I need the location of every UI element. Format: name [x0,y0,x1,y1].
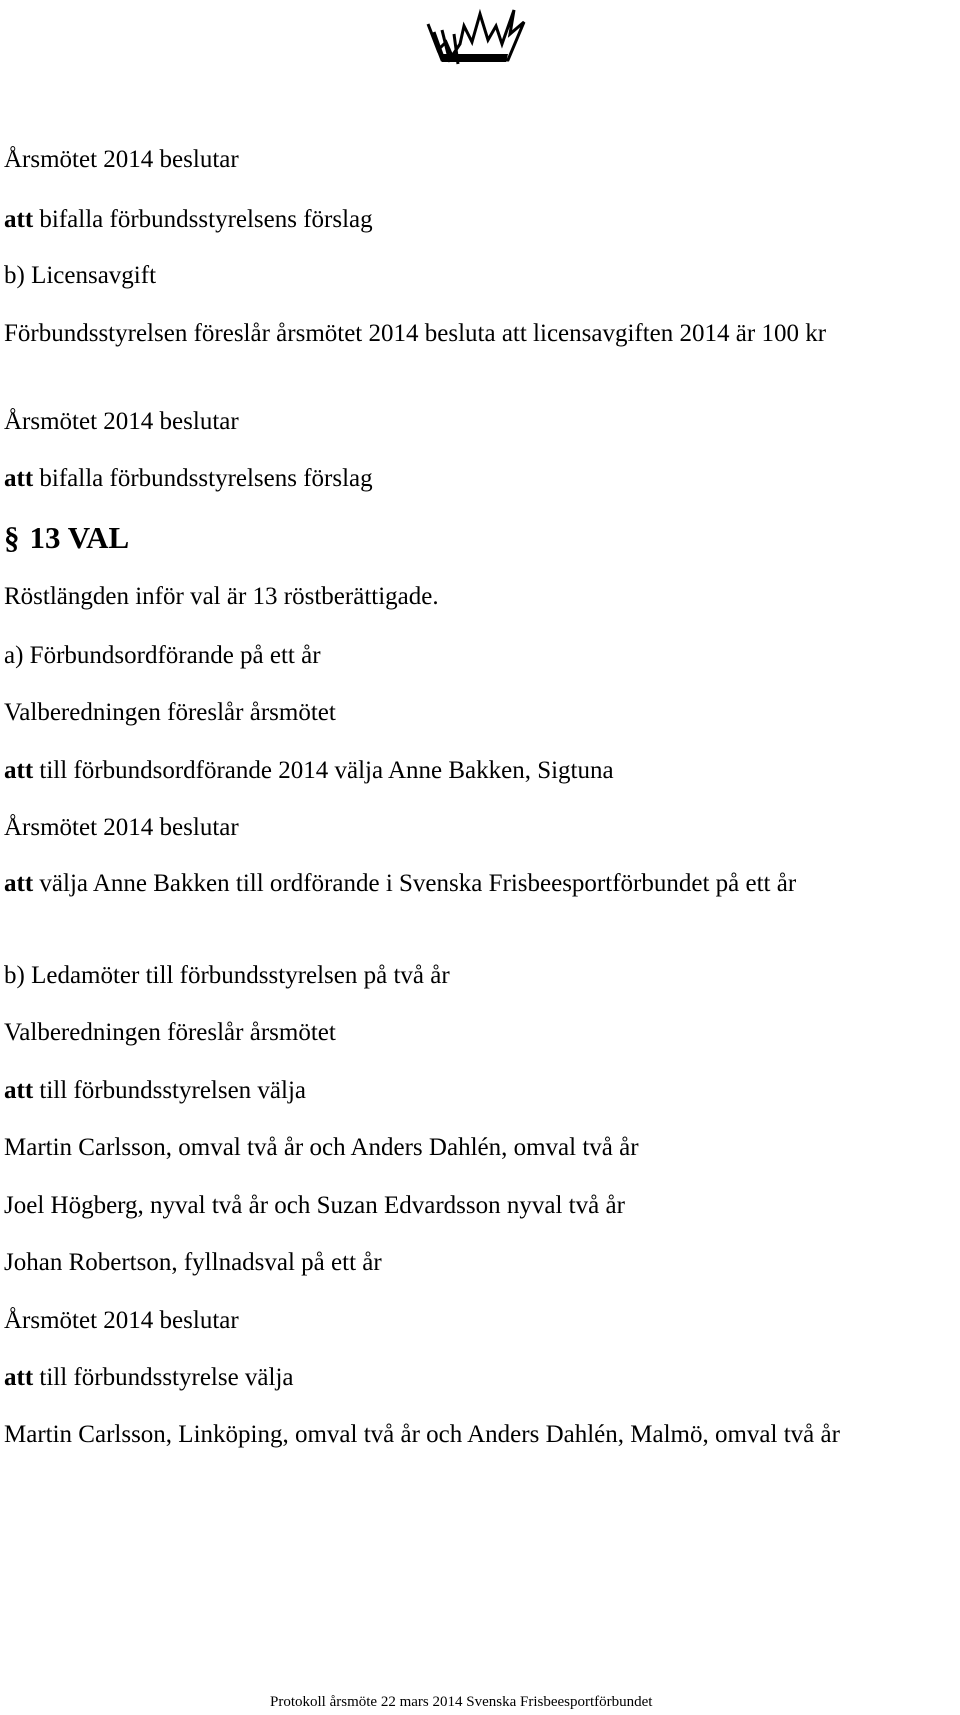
paragraph: b) Ledamöter till förbundsstyrelsen på två år [4,962,450,989]
paragraph: att till förbundsstyrelse välja [4,1364,294,1391]
paragraph: att till förbundsstyrelsen välja [4,1077,307,1104]
paragraph: Röstlängden inför val är 13 röstberättigade. [4,583,439,610]
page-footer: Protokoll årsmöte 22 mars 2014 Svenska Frisbeesportförbundet [270,1694,653,1710]
paragraph: b) Licensavgift [4,262,157,289]
paragraph: Förbundsstyrelsen föreslår årsmötet 2014 besluta att licensavgiften 2014 är 100 kr [4,320,827,347]
paragraph: Valberedningen föreslår årsmötet [4,1019,336,1046]
paragraph: Årsmötet 2014 beslutar [4,1307,239,1334]
paragraph: Årsmötet 2014 beslutar [4,814,239,841]
paragraph: Årsmötet 2014 beslutar [4,408,239,435]
paragraph: Valberedningen föreslår årsmötet [4,699,336,726]
crown-logo-icon [424,4,528,70]
paragraph: a) Förbundsordförande på ett år [4,642,321,669]
paragraph: Martin Carlsson, omval två år och Anders Dahlén, omval två år [4,1134,639,1161]
paragraph: att välja Anne Bakken till ordförande i Svenska Frisbeesportförbundet på ett år [4,870,797,897]
paragraph: att bifalla förbundsstyrelsens förslag [4,206,373,233]
section-sign: § [4,520,20,555]
section-title: 13 VAL [29,520,130,555]
paragraph: Joel Högberg, nyval två år och Suzan Edvardsson nyval två år [4,1192,625,1219]
paragraph: att till förbundsordförande 2014 välja Anne Bakken, Sigtuna [4,757,614,784]
paragraph: Årsmötet 2014 beslutar [4,146,239,173]
paragraph: Martin Carlsson, Linköping, omval två år och Anders Dahlén, Malmö, omval två år [4,1421,840,1448]
paragraph: att bifalla förbundsstyrelsens förslag [4,465,373,492]
paragraph: Johan Robertson, fyllnadsval på ett år [4,1249,382,1276]
section-heading [4,518,129,558]
